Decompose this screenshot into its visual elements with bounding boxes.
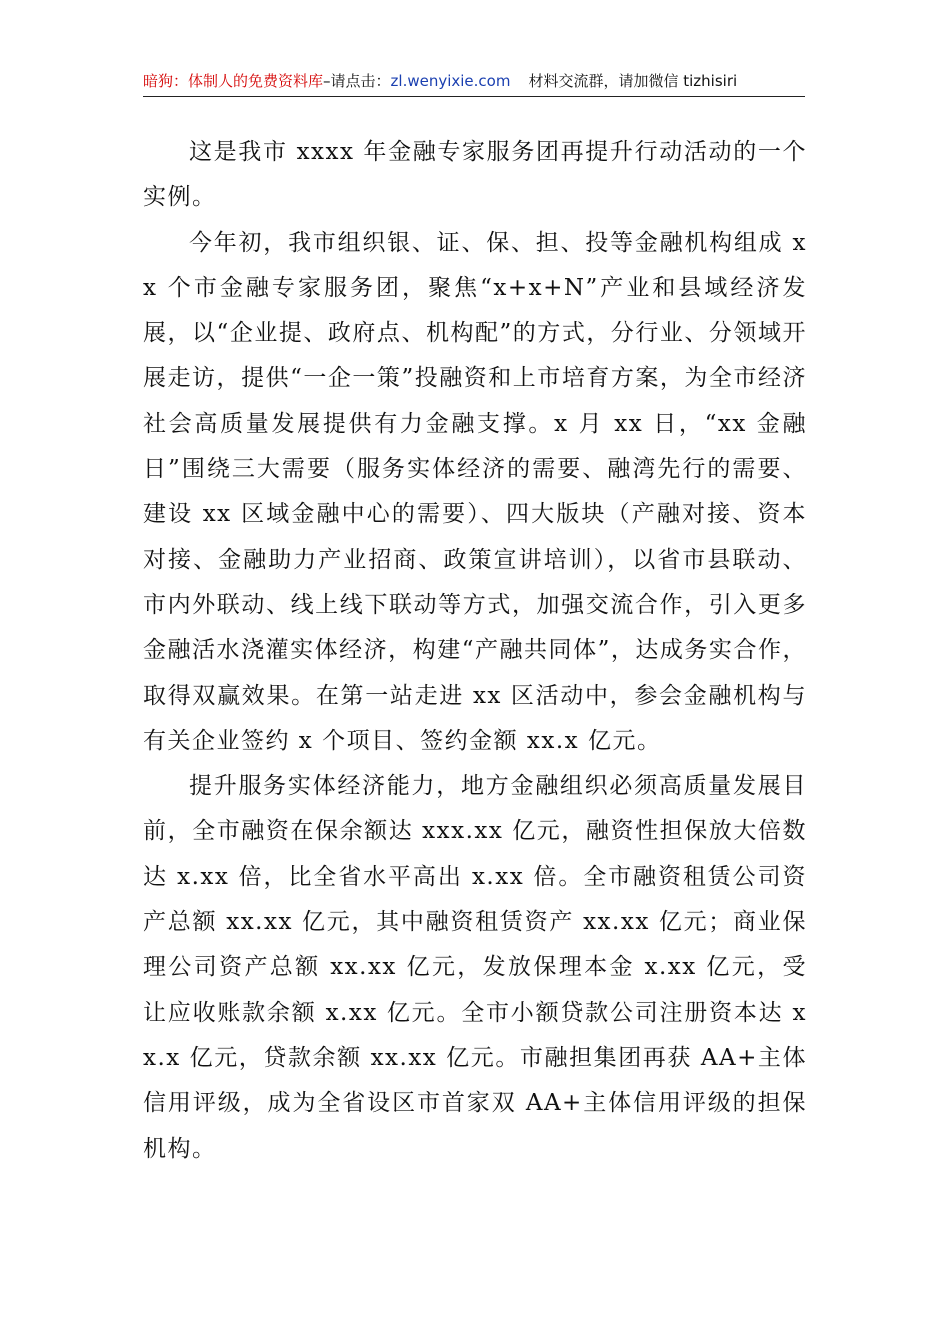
paragraph-1: 这是我市 xxxx 年金融专家服务团再提升行动活动的一个实例。 [143, 139, 807, 211]
header-wechat-note: 材料交流群，请加微信 tizhisiri [528, 72, 738, 90]
header-click-prefix: –请点击： [323, 72, 391, 90]
page-header [143, 66, 805, 97]
paragraph-3: 提升服务实体经济能力，地方金融组织必须高质量发展目前，全市融资在保余额达 xxx.xx 亿元，融资性担保放大倍数达 x.xx 倍，比全省水平高出 x.xx 倍。全市融资租赁公司资产总额 xx.xx 亿元，其中融资租赁资产 xx.xx 亿元；商业保理公司资产总额 xx.xx 亿元，发放保理本金 x.xx 亿元，受让应收账款余额 x.xx 亿元。全市小额贷款公司注册资本达 xx.x 亿元，贷款余额 xx.xx 亿元。市融担集团再获 AA+主体信用评级，成为全省设区市首家双 AA+主体信用评级的担保机构。 [143, 773, 807, 1162]
paragraph-2: 今年初，我市组织银、证、保、担、投等金融机构组成 xx 个市金融专家服务团，聚焦“x+x+N”产业和县域经济发展，以“企业提、政府点、机构配”的方式，分行业、分领域开展走访，提供“一企一策”投融资和上市培育方案，为全市经济社会高质量发展提供有力金融支撑。x 月 xx 日，“xx 金融日”围绕三大需要（服务实体经济的需要、融湾先行的需要、建设 xx 区域金融中心的需要）、四大版块（产融对接、资本对接、金融助力产业招商、政策宣讲培训），以省市县联动、市内外联动、线上线下联动等方式，加强交流合作，引入更多金融活水浇灌实体经济，构建“产融共同体”，达成务实合作，取得双赢效果。在第一站走进 xx 区活动中，参会金融机构与有关企业签约 x 个项目、签约金额 xx.x 亿元。 [143, 229, 807, 754]
document-body [143, 130, 807, 1172]
header-brand: 暗狗：体制人的免费资料库 [143, 72, 324, 90]
header-link[interactable]: zl.wenyixie.com [390, 72, 511, 90]
